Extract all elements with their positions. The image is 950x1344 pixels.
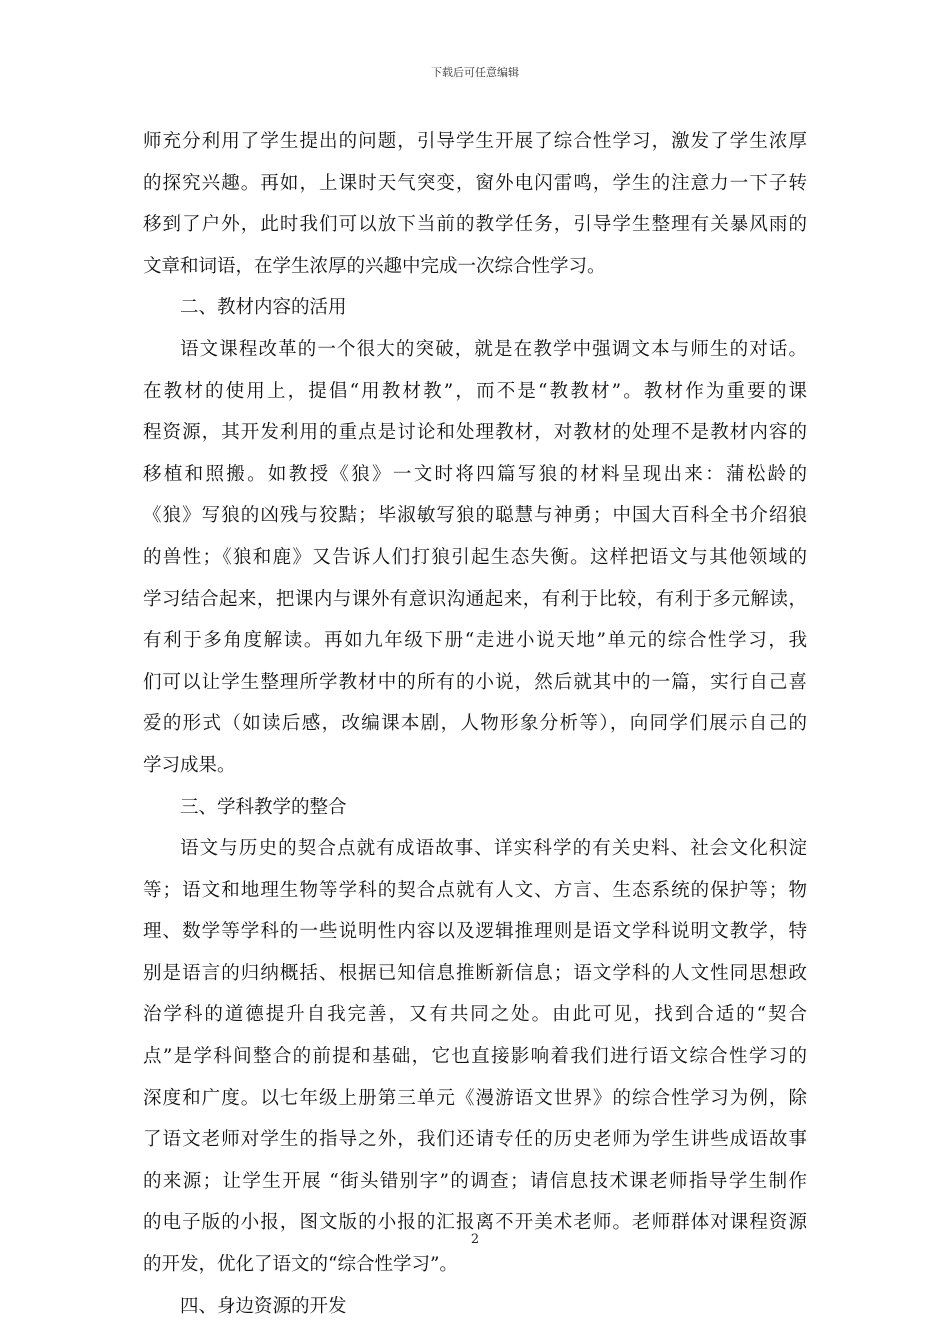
paragraph-line: 的开发，优化了语文的“综合性学习”。 (143, 1254, 458, 1276)
paragraph-line: 们可以让学生整理所学教材中的所有的小说，然后就其中的一篇，实行自己喜 (143, 671, 807, 693)
paragraph-line: 语文课程改革的一个很大的突破，就是在教学中强调文本与师生的对话。 (180, 338, 807, 360)
page-number: 2 (470, 1232, 480, 1247)
paragraph-line: 《狼》写狼的凶残与狡黠；毕淑敏写狼的聪慧与神勇；中国大百科全书介绍狼 (143, 505, 807, 527)
paragraph-line: 在教材的使用上，提倡“用教材教”，而不是“教教材”。教材作为重要的课 (143, 380, 807, 402)
paragraph-line: 的兽性；《狼和鹿》又告诉人们打狼引起生态失衡。这样把语文与其他领域的 (143, 546, 807, 568)
paragraph-line: 程资源，其开发利用的重点是讨论和处理教材，对教材的处理不是教材内容的 (143, 422, 807, 444)
section-heading: 三、学科教学的整合 (180, 796, 347, 818)
paragraph-line: 的探究兴趣。再如，上课时天气突变，窗外电闪雷鸣，学生的注意力一下子转 (143, 172, 807, 194)
section-heading: 二、教材内容的活用 (180, 297, 347, 319)
paragraph-line: 移植和照搬。如教授《狼》一文时将四篇写狼的材料呈现出来：蒲松龄的 (143, 463, 807, 485)
page-header: 下载后可任意编辑 (431, 66, 519, 79)
paragraph-line: 爱的形式（如读后感，改编课本剧，人物形象分析等），向同学们展示自己的 (143, 713, 807, 735)
paragraph-line: 别是语言的归纳概括、根据已知信息推断新信息；语文学科的人文性同思想政 (143, 962, 807, 984)
paragraph-line: 点”是学科间整合的前提和基础，它也直接影响着我们进行语文综合性学习的 (143, 1046, 807, 1068)
body-text (143, 121, 807, 1327)
paragraph-line: 学习成果。 (143, 754, 236, 776)
paragraph-line: 语文与历史的契合点就有成语故事、详实科学的有关史料、社会文化积淀 (180, 838, 807, 860)
paragraph-line: 师充分利用了学生提出的问题，引导学生开展了综合性学习，激发了学生浓厚 (143, 131, 807, 152)
paragraph-line: 了语文老师对学生的指导之外，我们还请专任的历史老师为学生讲些成语故事 (143, 1129, 807, 1151)
paragraph-line: 理、数学等学科的一些说明性内容以及逻辑推理则是语文学科说明文教学，特 (143, 921, 807, 943)
paragraph-line: 的来源；让学生开展 “街头错别字”的调查；请信息技术课老师指导学生制作 (143, 1170, 807, 1192)
section-heading: 四、身边资源的开发 (180, 1295, 347, 1317)
paragraph-line: 移到了户外，此时我们可以放下当前的教学任务，引导学生整理有关暴风雨的 (143, 214, 807, 236)
paragraph-line: 等；语文和地理生物等学科的契合点就有人文、方言、生态系统的保护等；物 (143, 879, 807, 901)
paragraph-line: 文章和词语，在学生浓厚的兴趣中完成一次综合性学习。 (143, 255, 606, 277)
paragraph-line: 学习结合起来，把课内与课外有意识沟通起来，有利于比较，有利于多元解读， (143, 588, 807, 610)
paragraph-line: 有利于多角度解读。再如九年级下册“走进小说天地”单元的综合性学习，我 (143, 630, 807, 652)
paragraph-line: 的电子版的小报，图文版的小报的汇报离不开美术老师。老师群体对课程资源 (143, 1212, 807, 1234)
paragraph-line: 深度和广度。以七年级上册第三单元《漫游语文世界》的综合性学习为例，除 (143, 1087, 807, 1109)
paragraph-line: 治学科的道德提升自我完善，又有共同之处。由此可见，找到合适的“契合 (143, 1004, 807, 1026)
